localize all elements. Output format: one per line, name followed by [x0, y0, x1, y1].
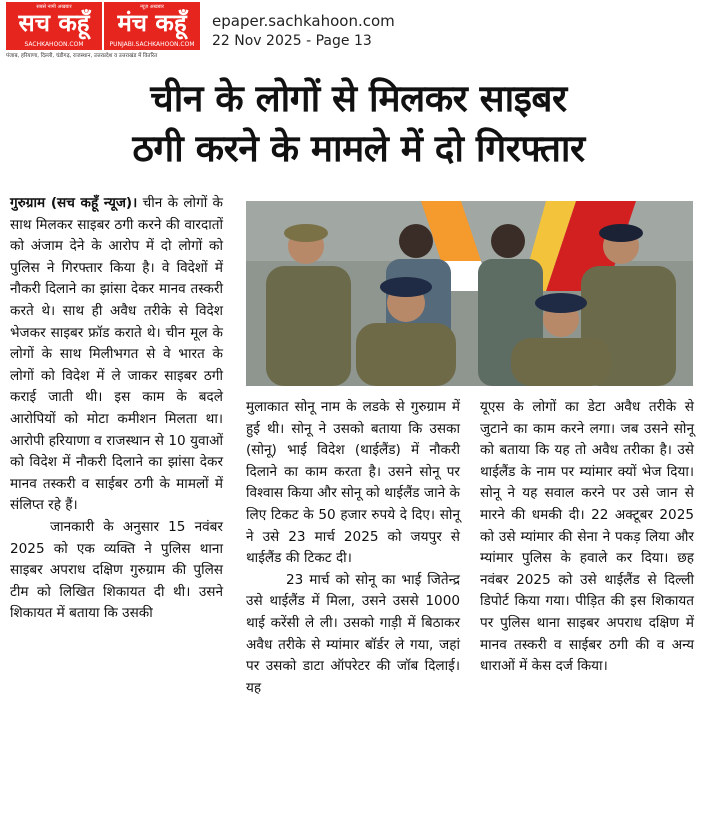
- logo-name: सच कहूँ: [18, 9, 90, 37]
- paragraph: यूएस के लोगों का डेटा अवैध तरीके से जुटाने का काम करने लगा। जब उसने सोनू को बताया कि यह तो अवैध तरीका है। उसे थाईलैंड के नाम पर म्यांमार क्यों भेज दिया। सोनू ने यह सवाल करने पर उसे जान से मारने की धमकी दी। 22 अक्टूबर 2025 को उसे म्यांमार की सेना ने पकड़ लिया और म्यांमार पुलिस के हवाले कर दिया। छह नवंबर 2025 को उसे थाईलैंड से दिल्ली डिपोर्ट किया गया। पीड़ित की इस शिकायत पर पुलिस थाना साइबर अपराध दक्षिण में मानव तस्करी व साईबर ठगी की व अन्य धाराओं में केस दर्ज किया।: [480, 399, 694, 675]
- headline-line-1: चीन के लोगों से मिलकर साइबर: [150, 77, 567, 120]
- headline-line-2: ठगी करने के मामले में दो गिरफ्तार: [132, 127, 585, 170]
- logo-website: SACHKAHOON.COM: [24, 41, 84, 48]
- paragraph: [10, 193, 223, 517]
- logo-name: मंच कहूँ: [117, 9, 187, 37]
- article-column-2: [246, 397, 460, 699]
- logo-tagline: न्यूज़ अखबार: [140, 4, 164, 10]
- article-headline: [0, 74, 717, 174]
- article-column-3: [480, 397, 694, 678]
- dateline: गुरुग्राम (सच कहूँ न्यूज)।: [10, 195, 138, 211]
- issue-date-page: 22 Nov 2025 - Page 13: [212, 33, 372, 49]
- logo-tagline: सबसे नामी अखबार: [36, 4, 72, 10]
- manch-kahoon-logo[interactable]: [104, 2, 200, 50]
- logo-website: PUNJABI.SACHKAHOON.COM: [109, 41, 195, 48]
- editions-line: पंजाब, हरियाणा, दिल्ली, चंडीगढ़, राजस्थान, उत्तरप्रदेश व उत्तराखंड में वितरित: [6, 53, 158, 59]
- article-column-1: [10, 193, 223, 625]
- masthead: [0, 0, 717, 60]
- sach-kahoon-logo[interactable]: [6, 2, 102, 50]
- police-group-photo: [246, 201, 693, 386]
- paragraph: मुलाकात सोनू नाम के लडके से गुरुग्राम में हुई थी। सोनू ने उसको बताया कि उसका (सोनू) भाई विदेश (थाईलैंड) में नौकरी दिलाने का काम करता है। उसने सोनू पर विश्वास किया और सोनू को थाईलैंड जाने के लिए टिकट के 50 हजार रुपये दे दिए। सोनू ने उसे 23 मार्च 2025 को जयपुर से थाईलैंड की टिकट दी।: [246, 399, 460, 567]
- paragraph: 23 मार्च को सोनू का भाई जितेन्द्र उसे थाईलैंड में मिला, उसने उससे 1000 थाई करेंसी ले ली। उसको गाड़ी में बिठाकर अवैध तरीके से म्यांमार बॉर्डर ले गया, जहां पर उसको डाटा ऑपरेटर की जॉब दिलाई। यह: [246, 571, 460, 696]
- paragraph: जानकारी के अनुसार 15 नवंबर 2025 को एक व्यक्ति ने पुलिस थाना साइबर अपराध दक्षिण गुरुग्राम की पुलिस टीम को लिखित शिकायत दी थी। उसने शिकायत में बताया कि उसकी: [10, 518, 223, 622]
- paragraph-text: चीन के लोगों के साथ मिलकर साइबर ठगी करने की वारदातों को अंजाम देने के आरोप में दो लोगों को पुलिस ने गिरफ्तार किया है। वे विदेशों में नौकरी दिलाने का झांसा देकर मानव तस्करी करते थे। साथ ही अवैध तरीके से विदेश भेजकर साइबर फ्रॉड कराते थे। चीन मूल के लोगों के साथ मिलीभगत से वे भारत के लोगों को विदेश में ले जाकर साइबर ठगी कराई जाती थी। इस काम के बदले आरोपियों को मोटा कमीशन मिलता था। आरोपी हरियाणा व राजस्थान से 10 युवाओं को विदेश में नौकरी दिलाने का झांसा देकर मानव तस्करी व साईबर ठगी के मामलों में संलिप्त रहे हैं।: [10, 195, 223, 514]
- epaper-url[interactable]: epaper.sachkahoon.com: [212, 12, 395, 30]
